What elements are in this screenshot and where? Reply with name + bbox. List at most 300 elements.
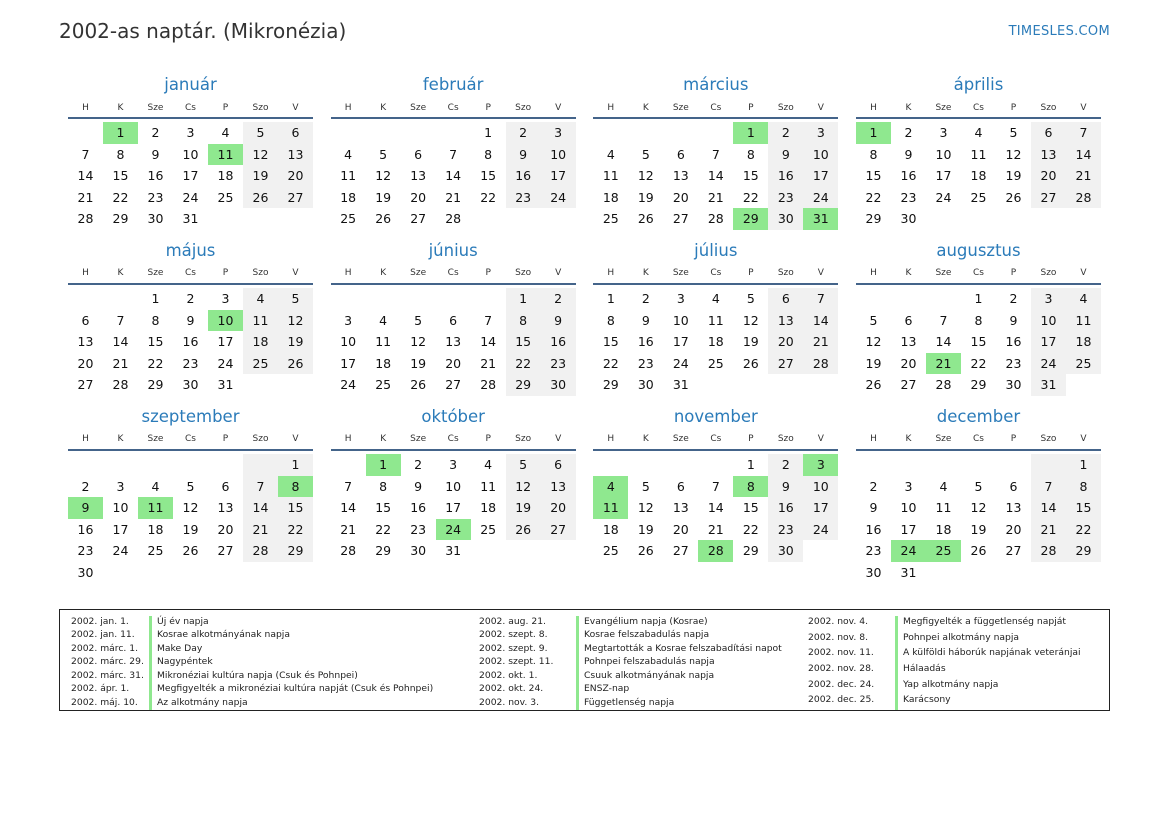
day-cell: 13 — [1005, 500, 1022, 516]
day-cell: 11 — [707, 312, 724, 328]
day-cell: 16 — [77, 521, 94, 537]
day-cell: 2 — [81, 478, 90, 494]
month-name: április — [953, 75, 1004, 94]
weekday-label: H — [607, 102, 615, 113]
day-cell: 24 — [935, 189, 952, 205]
day-cell: 26 — [410, 377, 427, 393]
day-cell: 4 — [344, 146, 353, 162]
weekday-header — [856, 430, 1101, 451]
day-cell: 18 — [970, 168, 987, 184]
day-cell: 29 — [147, 377, 164, 393]
day-cell: 1 — [506, 288, 541, 310]
day-cell: 14 — [480, 334, 497, 350]
day-cell: 3 — [803, 122, 838, 144]
day-cell: 6 — [278, 122, 313, 144]
day-cell: 7 — [711, 478, 720, 494]
weekday-label: Szo — [1040, 102, 1057, 113]
empty-cell — [996, 208, 1031, 230]
page-title: 2002-as naptár. (Mikronézia) — [59, 19, 347, 43]
weekday-label: H — [607, 268, 615, 279]
empty-cell — [471, 208, 506, 230]
day-cell: 17 — [935, 168, 952, 184]
day-cell: 22 — [865, 189, 882, 205]
month-12 — [856, 404, 1101, 584]
holiday-date: 2002. aug. 21. — [479, 616, 546, 627]
month-name: november — [673, 406, 758, 426]
weekday-label: Szo — [515, 102, 532, 113]
day-cell: 4 — [484, 456, 493, 472]
day-cell: 26 — [742, 355, 759, 371]
weekday-label: V — [817, 102, 824, 113]
day-cell: 25 — [217, 189, 234, 205]
day-cell: 19 — [278, 331, 313, 353]
day-cell: 27 — [672, 543, 689, 559]
day-cell: 15 — [112, 168, 129, 184]
day-cell: 28 — [707, 211, 724, 227]
holiday-name: Make Day — [149, 643, 479, 656]
weekday-label: Cs — [710, 434, 722, 445]
day-cell: 18 — [375, 355, 392, 371]
day-cell: 21 — [340, 521, 357, 537]
weekday-label: K — [117, 434, 124, 445]
day-cell: 11 — [935, 500, 952, 516]
month-7 — [593, 238, 838, 396]
holiday-date: 2002. dec. 25. — [808, 694, 875, 706]
day-cell: 26 — [506, 519, 541, 541]
month-name: február — [422, 75, 484, 94]
day-cell: 24 — [803, 187, 838, 209]
day-cell: 23 — [147, 189, 164, 205]
empty-cell — [663, 454, 698, 476]
day-cell: 3 — [221, 290, 230, 306]
day-cell: 6 — [81, 312, 90, 328]
day-cell: 11 — [1066, 310, 1101, 332]
empty-cell — [926, 288, 961, 310]
day-cell: 6 — [1031, 122, 1066, 144]
day-cell: 2 — [186, 290, 195, 306]
day-cell: 26 — [278, 353, 313, 375]
weekday-label: Cs — [185, 102, 196, 113]
weekday-label: Cs — [972, 268, 984, 279]
day-cell: 28 — [480, 377, 497, 393]
empty-cell — [331, 122, 366, 144]
month-1 — [68, 72, 313, 230]
day-cell: 16 — [768, 497, 803, 519]
day-cell: 8 — [606, 312, 615, 328]
site-link[interactable]: TIMESLES.COM — [1008, 24, 1110, 39]
day-cell: 27 — [77, 377, 94, 393]
day-cell: 28 — [1066, 187, 1101, 209]
day-cell: 30 — [147, 211, 164, 227]
empty-cell — [103, 454, 138, 476]
holiday-date: 2002. márc. 29. — [71, 656, 144, 668]
day-cell: 19 — [865, 355, 882, 371]
day-cell: 3 — [803, 454, 838, 476]
empty-cell — [996, 562, 1031, 584]
day-cell: 5 — [641, 146, 650, 162]
day-cell: 15 — [480, 168, 497, 184]
empty-cell — [891, 454, 926, 476]
day-cell: 23 — [900, 189, 917, 205]
day-cell: 23 — [506, 187, 541, 209]
day-cell: 12 — [637, 168, 654, 184]
weekday-label: Szo — [1040, 268, 1057, 279]
weekday-header — [68, 430, 313, 451]
day-grid — [68, 451, 313, 584]
weekday-label: P — [1010, 268, 1017, 279]
day-cell: 24 — [672, 355, 689, 371]
holiday-name: Új év napja — [149, 616, 479, 629]
holiday-name: Pohnpei felszabadulás napja — [576, 656, 808, 669]
empty-cell — [1031, 454, 1066, 476]
day-cell: 15 — [865, 168, 882, 184]
day-cell: 16 — [410, 500, 427, 516]
day-cell: 2 — [768, 454, 803, 476]
day-cell: 2 — [414, 456, 423, 472]
day-cell: 27 — [445, 377, 462, 393]
day-cell: 29 — [733, 208, 768, 230]
day-cell: 26 — [375, 211, 392, 227]
day-cell: 19 — [1005, 168, 1022, 184]
day-cell: 17 — [1031, 331, 1066, 353]
weekday-header — [856, 264, 1101, 285]
weekday-label: Szo — [777, 268, 794, 279]
weekday-label: K — [380, 102, 387, 113]
day-cell: 1 — [733, 122, 768, 144]
empty-cell — [208, 454, 243, 476]
day-cell: 12 — [278, 310, 313, 332]
holiday-date: 2002. nov. 28. — [808, 662, 874, 674]
day-cell: 10 — [182, 146, 199, 162]
day-cell: 16 — [147, 168, 164, 184]
weekday-label: Cs — [710, 268, 722, 279]
day-cell: 4 — [711, 290, 720, 306]
day-cell: 11 — [480, 478, 497, 494]
day-cell: 1 — [606, 290, 615, 306]
weekday-label: Sze — [935, 102, 952, 113]
holiday-date: 2002. nov. 3. — [479, 696, 539, 708]
holiday-date: 2002. szept. 8. — [479, 629, 548, 641]
day-cell: 25 — [707, 355, 724, 371]
day-cell: 17 — [672, 334, 689, 350]
day-cell: 5 — [974, 478, 983, 494]
day-grid — [593, 119, 838, 230]
weekday-label: K — [380, 434, 387, 445]
day-cell: 28 — [1031, 540, 1066, 562]
empty-cell — [593, 122, 628, 144]
weekday-header — [856, 98, 1101, 119]
day-cell: 14 — [935, 334, 952, 350]
day-cell: 9 — [151, 146, 160, 162]
holiday-legend — [59, 609, 1110, 711]
day-cell: 21 — [112, 355, 129, 371]
day-cell: 4 — [221, 125, 230, 140]
weekday-label: K — [117, 102, 124, 113]
weekday-label: K — [380, 268, 387, 279]
weekday-label: K — [117, 268, 124, 279]
day-cell: 9 — [186, 312, 195, 328]
weekday-label: Szo — [1040, 434, 1057, 445]
day-cell: 21 — [1066, 165, 1101, 187]
day-cell: 18 — [217, 168, 234, 184]
day-cell: 7 — [344, 478, 353, 494]
day-cell: 20 — [672, 521, 689, 537]
day-cell: 18 — [602, 521, 619, 537]
day-cell: 21 — [707, 189, 724, 205]
holiday-date: 2002. jan. 1. — [71, 616, 129, 627]
day-cell: 27 — [217, 543, 234, 559]
weekday-label: Sze — [672, 268, 689, 279]
day-cell: 2 — [1009, 290, 1018, 306]
day-cell: 5 — [243, 122, 278, 144]
day-cell: 22 — [147, 355, 164, 371]
weekday-label: Sze — [410, 268, 427, 279]
day-cell: 17 — [445, 500, 462, 516]
holiday-name: Mikronéziai kultúra napja (Csuk és Pohnpei) — [149, 670, 479, 683]
weekday-header — [331, 98, 576, 119]
day-cell: 4 — [151, 478, 160, 494]
holiday-name: ENSZ-nap — [576, 683, 808, 696]
day-cell: 4 — [606, 146, 615, 162]
day-cell: 2 — [151, 125, 160, 140]
day-cell: 9 — [541, 310, 576, 332]
holiday-date: 2002. márc. 1. — [71, 642, 139, 654]
day-cell: 20 — [217, 521, 234, 537]
day-cell: 23 — [410, 521, 427, 537]
weekday-label: H — [344, 102, 352, 113]
empty-cell — [436, 288, 471, 310]
day-cell: 28 — [698, 540, 733, 562]
day-cell: 17 — [900, 521, 917, 537]
day-cell: 31 — [672, 377, 689, 393]
day-cell: 27 — [541, 519, 576, 541]
day-cell: 10 — [672, 312, 689, 328]
day-cell: 19 — [970, 521, 987, 537]
day-cell: 17 — [340, 355, 357, 371]
day-cell: 25 — [926, 540, 961, 562]
day-cell: 26 — [637, 211, 654, 227]
day-cell: 6 — [221, 478, 230, 494]
weekday-header — [593, 98, 838, 119]
empty-cell — [401, 122, 436, 144]
day-cell: 7 — [1031, 476, 1066, 498]
month-name: szeptember — [141, 406, 240, 426]
day-cell: 12 — [410, 334, 427, 350]
weekday-label: P — [485, 268, 491, 279]
day-cell: 29 — [506, 374, 541, 396]
day-cell: 4 — [243, 288, 278, 310]
day-cell: 24 — [436, 519, 471, 541]
empty-cell — [698, 374, 733, 396]
day-cell: 11 — [593, 497, 628, 519]
empty-cell — [628, 122, 663, 144]
weekday-label: Cs — [972, 102, 984, 113]
month-8 — [856, 238, 1101, 396]
day-cell: 2 — [641, 290, 650, 306]
empty-cell — [173, 562, 208, 584]
holiday-date: 2002. dec. 24. — [808, 678, 875, 690]
weekday-label: H — [82, 268, 89, 279]
day-cell: 10 — [445, 478, 462, 494]
day-cell: 27 — [768, 353, 803, 375]
day-grid — [856, 119, 1101, 230]
day-cell: 16 — [1005, 334, 1022, 350]
month-name: június — [428, 240, 478, 260]
day-cell: 1 — [484, 125, 493, 140]
day-cell: 10 — [112, 500, 129, 516]
weekday-label: Szo — [777, 102, 794, 113]
weekday-label: Sze — [147, 102, 164, 113]
month-name: október — [421, 406, 485, 426]
day-grid — [856, 285, 1101, 396]
empty-cell — [856, 288, 891, 310]
weekday-label: V — [817, 268, 824, 279]
day-cell: 9 — [68, 497, 103, 519]
day-cell: 20 — [445, 355, 462, 371]
day-cell: 23 — [865, 543, 882, 559]
day-cell: 28 — [935, 377, 952, 393]
weekday-label: Szo — [777, 434, 794, 445]
holiday-date: 2002. nov. 11. — [808, 647, 874, 659]
day-cell: 3 — [939, 125, 948, 140]
weekday-label: V — [292, 102, 299, 113]
day-cell: 6 — [768, 288, 803, 310]
day-cell: 25 — [602, 543, 619, 559]
day-cell: 15 — [506, 331, 541, 353]
day-cell: 18 — [480, 500, 497, 516]
day-cell: 22 — [480, 189, 497, 205]
weekday-label: P — [485, 434, 491, 445]
weekday-header — [331, 264, 576, 285]
day-cell: 26 — [182, 543, 199, 559]
day-cell: 5 — [506, 454, 541, 476]
day-cell: 14 — [1066, 144, 1101, 166]
empty-cell — [401, 288, 436, 310]
weekday-label: H — [82, 102, 89, 113]
day-cell: 8 — [278, 476, 313, 498]
day-cell: 23 — [768, 519, 803, 541]
day-cell: 24 — [891, 540, 926, 562]
day-cell: 19 — [637, 189, 654, 205]
day-cell: 14 — [340, 500, 357, 516]
day-cell: 30 — [541, 374, 576, 396]
weekday-label: H — [607, 434, 615, 445]
day-cell: 25 — [602, 211, 619, 227]
day-cell: 7 — [803, 288, 838, 310]
day-cell: 8 — [484, 146, 493, 162]
holiday-name: Az alkotmány napja — [149, 697, 479, 710]
day-cell: 25 — [375, 377, 392, 393]
day-cell: 14 — [77, 168, 94, 184]
day-cell: 12 — [865, 334, 882, 350]
day-cell: 11 — [375, 334, 392, 350]
holiday-date: 2002. márc. 31. — [71, 669, 144, 681]
day-cell: 28 — [803, 353, 838, 375]
empty-cell — [138, 562, 173, 584]
day-cell: 8 — [379, 478, 388, 494]
day-grid — [68, 119, 313, 230]
weekday-label: Szo — [252, 434, 269, 445]
day-cell: 19 — [243, 165, 278, 187]
day-cell: 13 — [445, 334, 462, 350]
day-cell: 5 — [746, 290, 755, 306]
day-cell: 17 — [182, 168, 199, 184]
day-cell: 8 — [506, 310, 541, 332]
weekday-label: Szo — [252, 102, 269, 113]
day-cell: 13 — [768, 310, 803, 332]
weekday-label: V — [555, 434, 562, 445]
day-cell: 4 — [593, 476, 628, 498]
day-cell: 12 — [243, 144, 278, 166]
weekday-label: P — [1010, 102, 1017, 113]
day-cell: 15 — [970, 334, 987, 350]
day-cell: 6 — [414, 146, 423, 162]
empty-cell — [856, 454, 891, 476]
day-cell: 13 — [541, 476, 576, 498]
empty-cell — [68, 122, 103, 144]
day-cell: 30 — [865, 564, 882, 580]
day-grid — [593, 285, 838, 396]
weekday-header — [68, 264, 313, 285]
day-grid — [331, 451, 576, 562]
day-cell: 16 — [637, 334, 654, 350]
day-cell: 13 — [77, 334, 94, 350]
weekday-label: Sze — [410, 102, 427, 113]
holiday-date: 2002. szept. 9. — [479, 642, 548, 654]
day-cell: 22 — [112, 189, 129, 205]
weekday-label: H — [870, 102, 877, 113]
day-cell: 19 — [506, 497, 541, 519]
day-cell: 18 — [602, 189, 619, 205]
day-cell: 5 — [641, 478, 650, 494]
day-cell: 21 — [480, 355, 497, 371]
day-cell: 23 — [1005, 355, 1022, 371]
holiday-date: 2002. okt. 1. — [479, 669, 538, 681]
day-cell: 29 — [375, 543, 392, 559]
holiday-name: Nagypéntek — [149, 656, 479, 669]
day-cell: 23 — [182, 355, 199, 371]
day-cell: 21 — [707, 521, 724, 537]
day-cell: 1 — [974, 290, 983, 306]
empty-cell — [628, 454, 663, 476]
empty-cell — [366, 288, 401, 310]
day-cell: 3 — [541, 122, 576, 144]
month-2 — [331, 72, 576, 230]
day-cell: 29 — [278, 540, 313, 562]
holiday-name: Karácsony — [895, 694, 1105, 710]
day-cell: 21 — [926, 353, 961, 375]
day-cell: 18 — [147, 521, 164, 537]
day-cell: 16 — [768, 165, 803, 187]
weekday-label: Sze — [410, 434, 427, 445]
holiday-name: Megfigyelték a függetlenség napját — [895, 616, 1105, 632]
day-cell: 31 — [1031, 374, 1066, 396]
day-cell: 7 — [1066, 122, 1101, 144]
day-cell: 31 — [803, 208, 838, 230]
day-cell: 3 — [1031, 288, 1066, 310]
weekday-label: Cs — [972, 434, 984, 445]
day-cell: 22 — [506, 353, 541, 375]
day-cell: 1 — [151, 290, 160, 306]
weekday-header — [593, 430, 838, 451]
month-name: december — [936, 406, 1021, 426]
day-cell: 29 — [742, 543, 759, 559]
month-name: március — [683, 75, 749, 94]
empty-cell — [926, 208, 961, 230]
weekday-label: V — [292, 268, 299, 279]
day-cell: 23 — [768, 187, 803, 209]
day-cell: 11 — [243, 310, 278, 332]
